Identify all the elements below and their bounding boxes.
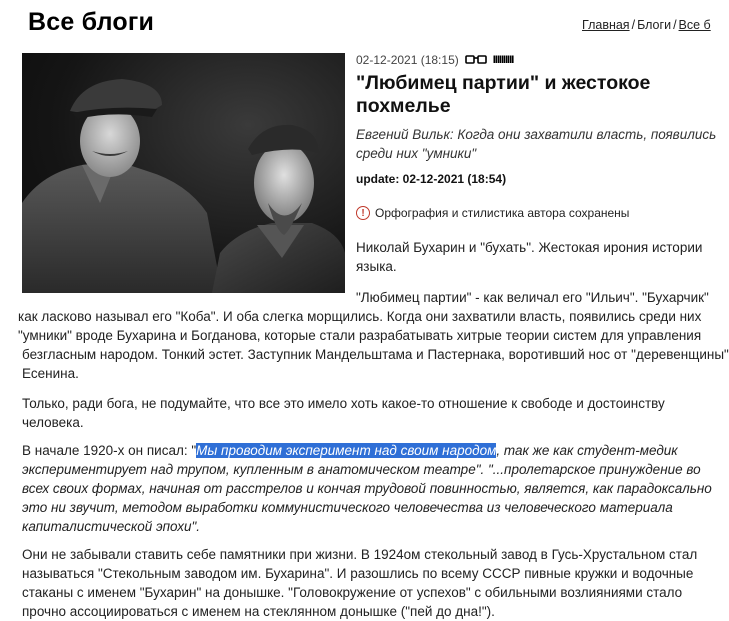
body-line: стаканы с именем "Бухарин" на донышке. "Головокружение от успехов" с обильными возлияниями стало xyxy=(22,585,683,600)
post-title-line: похмелье xyxy=(356,95,451,117)
quote-line: капиталистической эпохи". xyxy=(22,519,201,534)
body-line: "умники" вроде Бухарина и Богданова, которые стали разрабатывать хитрые теории систем для управления xyxy=(18,328,702,343)
rating-bars: IIIIIIIIII xyxy=(492,54,514,66)
notice-text: Орфография и стилистика автора сохранены xyxy=(375,206,630,220)
body-line: безгласным народом. Тонкий эстет. Заступник Мандельштама и Пастернака, воротивший нос от "деревенщины" xyxy=(22,347,729,362)
page-header xyxy=(0,0,711,46)
quote-line: экспериментирует над трупом, купленным в анатомическом театре". "...пролетарское принуждение во xyxy=(22,462,701,477)
body-line: Только, ради бога, не подумайте, что все это имело хоть какое-то отношение к свободе и достоинству xyxy=(22,396,665,411)
body-line: "Любимец партии" - как величал его "Ильич". "Бухарчик" xyxy=(356,290,709,305)
body-line: Николай Бухарин и "бухать". Жестокая ирония истории xyxy=(356,240,703,255)
author-notice xyxy=(356,206,629,220)
subtitle-line: среди них "умники" xyxy=(356,146,477,161)
post-date: 02-12-2021 (18:15) xyxy=(356,53,459,67)
body-line: человека. xyxy=(22,415,84,430)
breadcrumb: Главная / Блоги / Все б xyxy=(582,18,711,32)
quote-intro: В начале 1920-х он писал: " xyxy=(22,443,197,458)
body-line: как ласково называл его "Коба". И оба слегка морщились. Когда они захватили власть, появились среди них xyxy=(18,309,702,324)
breadcrumb-all-blogs-link[interactable]: Все б xyxy=(678,18,711,32)
article-photo xyxy=(22,53,345,293)
subtitle-line: Евгений Вильк: Когда они захватили власть, появились xyxy=(356,127,717,142)
warning-icon: ! xyxy=(356,206,370,220)
breadcrumb-blogs-link[interactable]: Блоги xyxy=(637,18,672,32)
post-title xyxy=(356,72,686,118)
post-meta xyxy=(356,53,513,67)
glasses-icon[interactable] xyxy=(465,55,487,66)
update-timestamp: update: 02-12-2021 (18:54) xyxy=(356,172,507,186)
body-line: языка. xyxy=(356,259,397,274)
quote-first-line xyxy=(22,441,678,460)
highlighted-quote[interactable]: Мы проводим эксперимент над своим народом xyxy=(196,443,497,458)
quote-line: всех своих формах, начиная от расстрелов и кончая трудовой повинностью, является, как парадоксально xyxy=(22,481,712,496)
page-title: Все блоги xyxy=(28,8,155,36)
body-line: прочно ассоциироваться с именем на стеклянном донышке ("пей до дна!"). xyxy=(22,604,495,619)
body-line: называться "Стекольным заводом им. Бухарина". И разошлись по всему СССР пивные кружки и водочные xyxy=(22,566,694,581)
quote-line: это ни звучит, методом выработки коммунистического человечества из человеческого материала xyxy=(22,500,673,515)
breadcrumb-home-link[interactable]: Главная xyxy=(582,18,630,32)
body-line: Они не забывали ставить себе памятники при жизни. В 1924ом стекольный завод в Гусь-Хрустальном стал xyxy=(22,547,698,562)
body-line: Есенина. xyxy=(22,366,79,381)
post-subtitle xyxy=(356,125,717,163)
post-title-line: "Любимец партии" и жестокое xyxy=(356,72,651,94)
quote-continuation: , так же как студент-медик xyxy=(496,443,678,458)
